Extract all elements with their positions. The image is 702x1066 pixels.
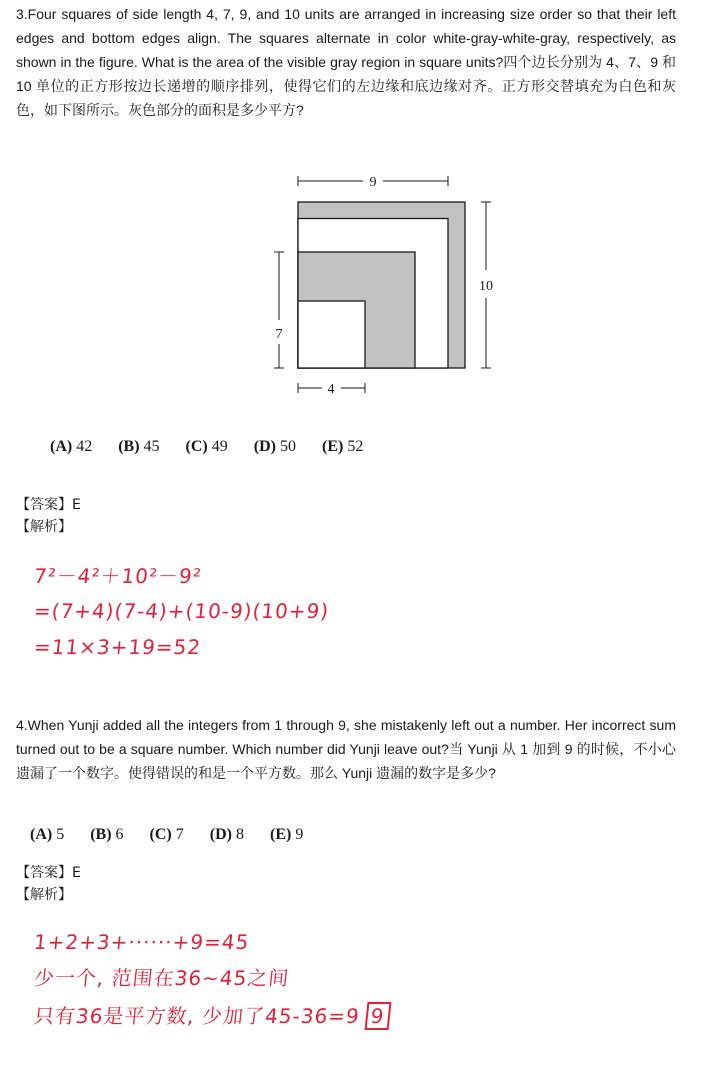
dimension-7 [274,252,284,368]
handwritten-line-3: 只有36是平方数, 少加了45-36=9 9 [33,1002,391,1030]
handwritten-line-1: 7²－4²＋10²－9² [32,564,203,588]
choice-d[interactable]: (D) 50 [253,438,296,455]
handwritten-line-2: 少一个, 范围在36~45之间 [32,966,291,990]
handwritten-line-1: 1+2+3+······+9=45 [32,930,251,954]
problem-3-text: 3.Four squares of side length 4, 7, 9, and 10 units are arranged in increasing size order so that their left edges and bottom edges align. The squares alternate in color white-gray-white-gray, respectively, as shown in the figure. What is the area of the visible gray region in square units?四个边长分别为 4、7、9 和 10 单位的正方形按边长递增的顺序排列，使得它们的左边缘和底边缘对齐。正方形交替填充为白色和灰色，如下图所示。灰色部分的面积是多少平方? [16,6,676,118]
choice-c[interactable]: (C) 7 [149,826,184,843]
label-10: 10 [479,279,493,294]
square-4-white [298,301,365,368]
problem-4-analysis-label: 【解析】 [16,887,72,903]
problem-3-answer: 【答案】E [16,497,81,513]
choice-c[interactable]: (C) 49 [185,438,228,455]
choice-a[interactable]: (A) 42 [50,438,93,455]
squares-figure [0,0,702,420]
handwritten-line-3: =11×3+19=52 [32,635,203,659]
problem-4-text: 4.When Yunji added all the integers from 1 through 9, she mistakenly left out a number. Her incorrect sum turned out to be a square number. Which number did Yunji leave out?当 Yunji 从 1 加到 9 的时候，不小心遗漏了一个数字。使得错误的和是一个平方数。那么 Yunji 遗漏的数字是多少? [16,717,676,781]
choice-b[interactable]: (B) 45 [118,438,160,455]
boxed-answer: 9 [364,1002,391,1030]
handwritten-line-2: =(7+4)(7-4)+(10-9)(10+9) [32,599,331,623]
label-4: 4 [327,382,335,397]
choice-a[interactable]: (A) 5 [30,826,65,843]
problem-4-choices [30,826,325,844]
choice-b[interactable]: (B) 6 [90,826,124,843]
problem-3-analysis-label: 【解析】 [16,519,72,535]
choice-e[interactable]: (E) 52 [321,438,364,455]
problem-3-choices [50,438,385,456]
problem-4-answer: 【答案】E [16,865,81,881]
choice-e[interactable]: (E) 9 [269,826,304,843]
label-9: 9 [369,175,377,190]
label-7: 7 [275,327,283,342]
choice-d[interactable]: (D) 8 [209,826,244,843]
